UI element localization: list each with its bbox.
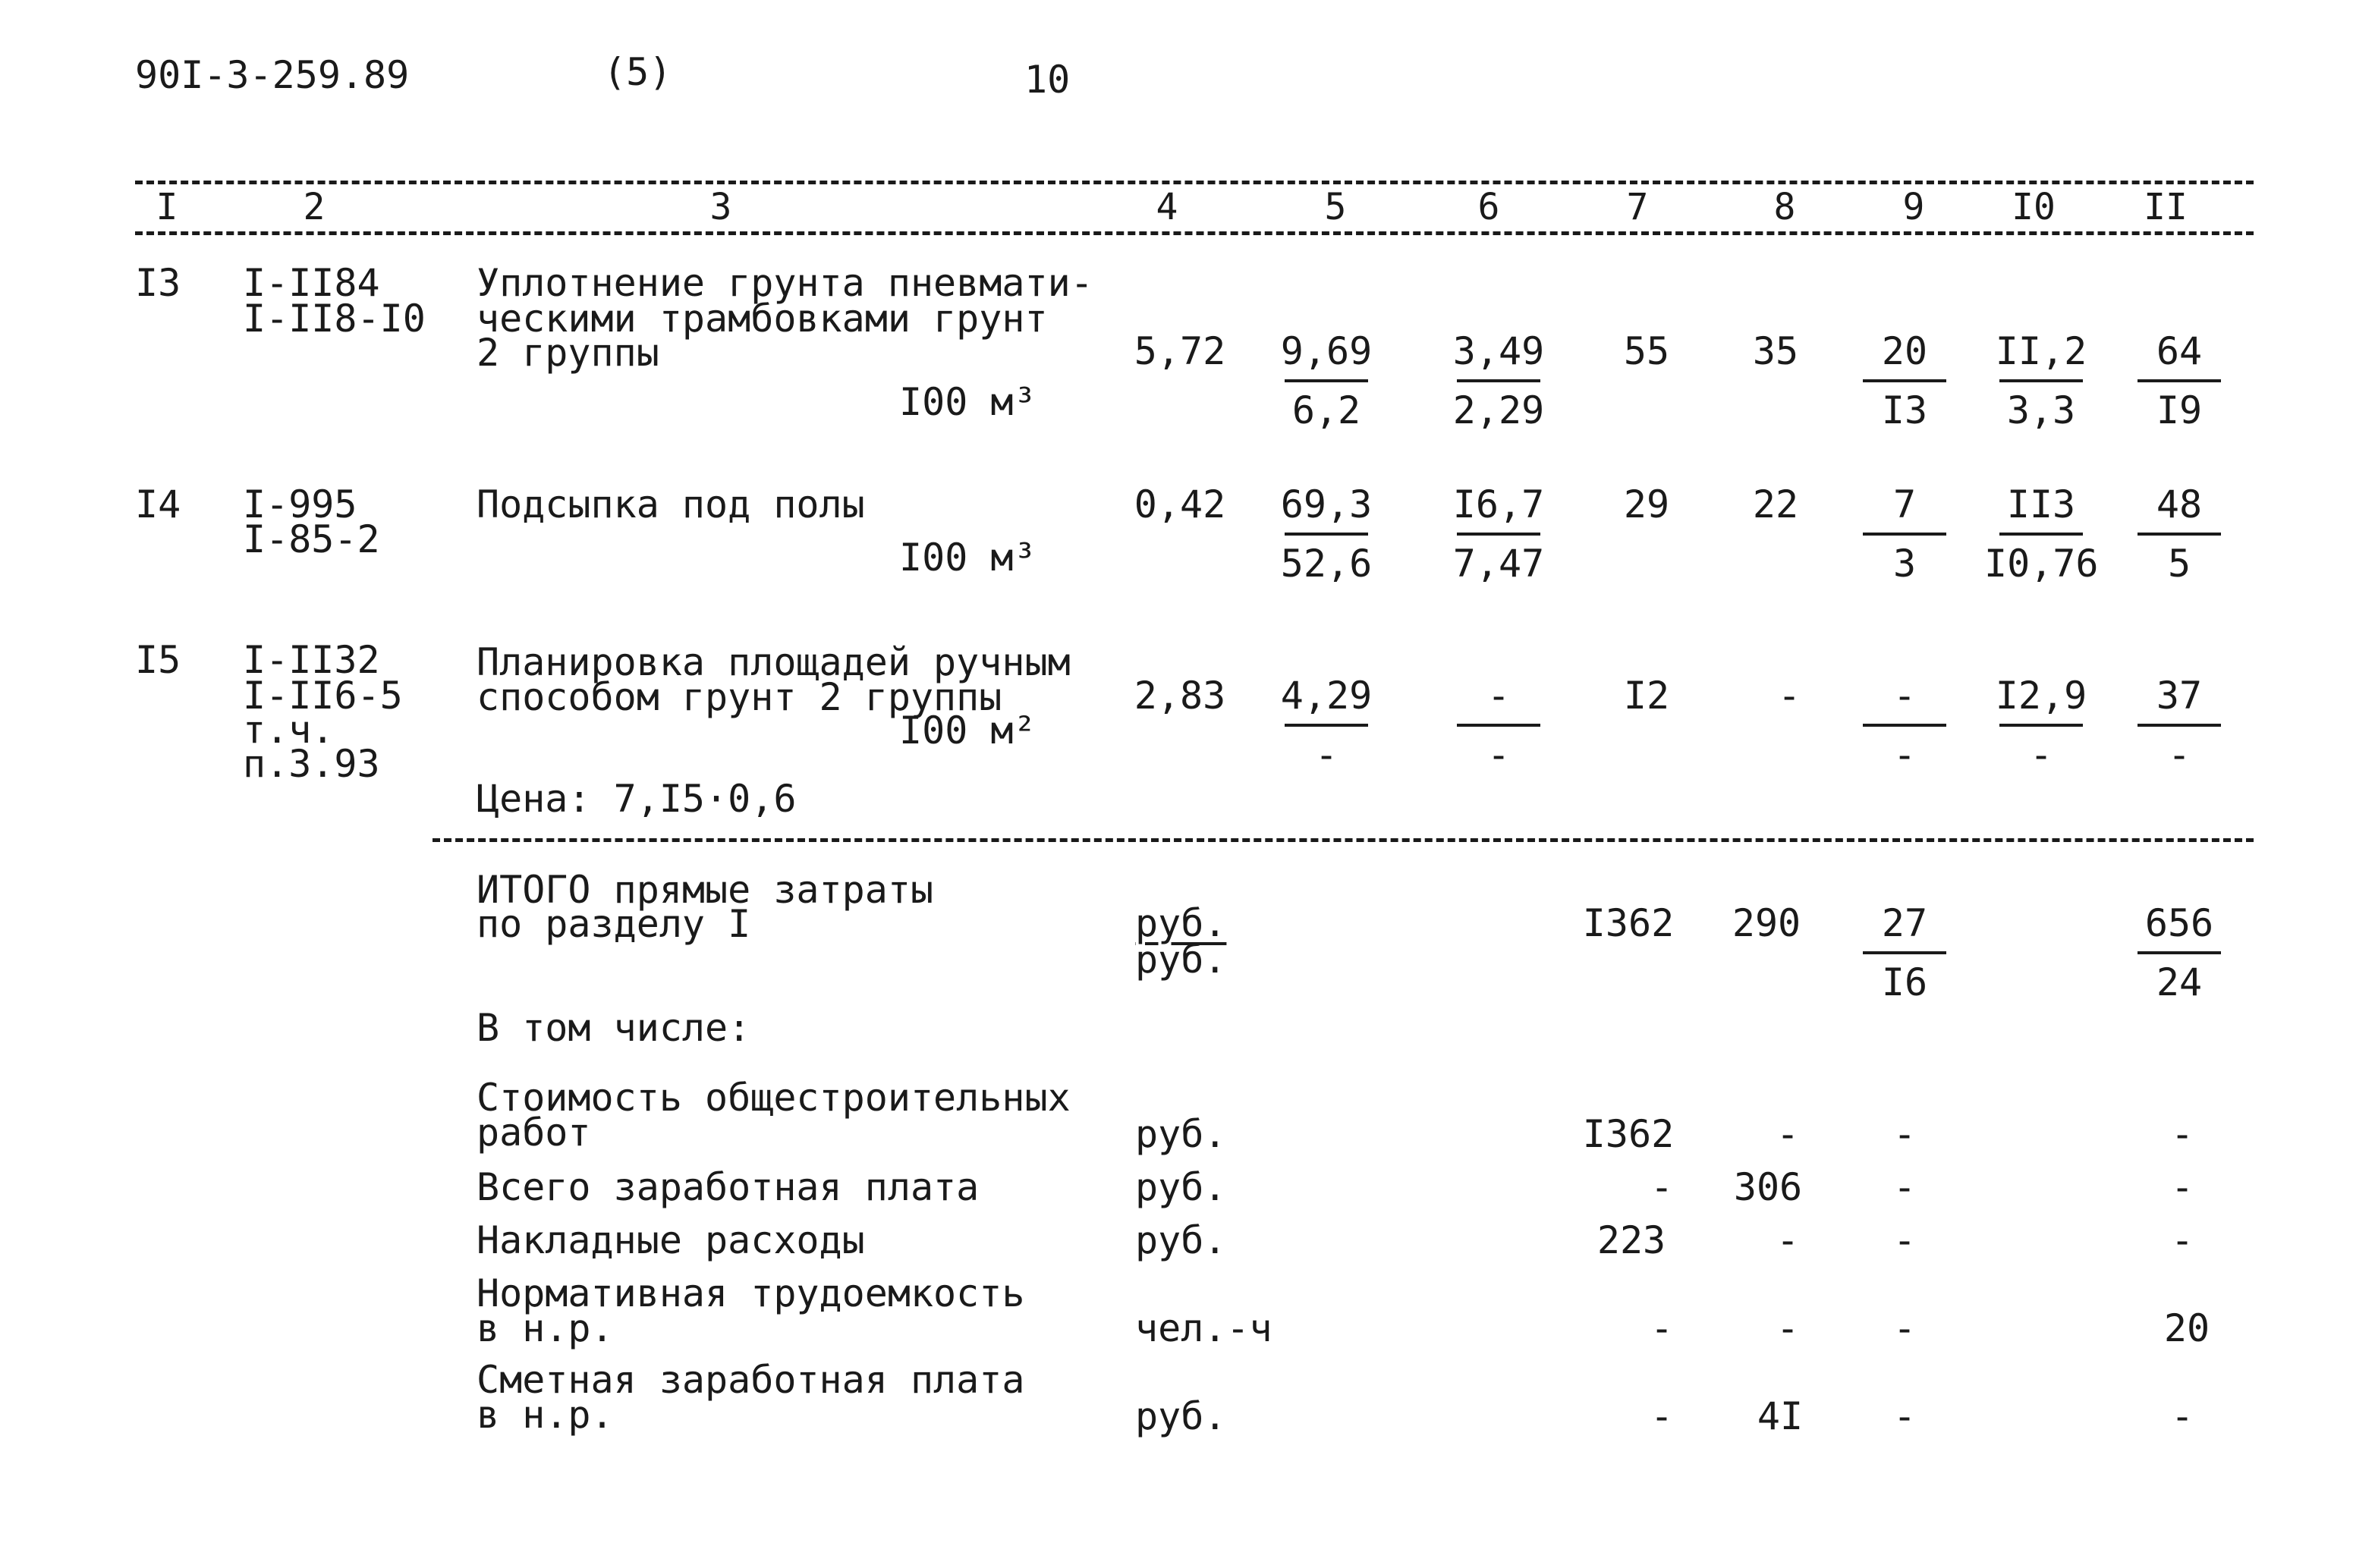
breakdown-c7: - xyxy=(1650,1394,1674,1438)
breakdown-c7: - xyxy=(1650,1165,1674,1209)
row-number: I5 xyxy=(135,638,181,682)
denominator: 24 xyxy=(2156,960,2203,1004)
numerator: II3 xyxy=(2006,482,2076,526)
numerator: 64 xyxy=(2156,329,2203,373)
breakdown-c9: - xyxy=(1892,1218,1917,1262)
column-header-2: 2 xyxy=(303,186,326,228)
work-description: Подсыпка под полы xyxy=(477,482,865,526)
denominator: 3 xyxy=(1892,542,1917,586)
breakdown-c11: - xyxy=(2170,1112,2194,1156)
numerator: I6,7 xyxy=(1452,482,1545,526)
rate-code: I-II32 xyxy=(243,638,380,682)
unit-of-measure: I00 м³ xyxy=(899,536,1037,580)
breakdown-c9: - xyxy=(1892,1306,1917,1350)
work-description: ческими трамбовками грунт xyxy=(477,297,1048,341)
totals-operation-fraction xyxy=(1848,901,1961,1004)
breakdown-c9: - xyxy=(1892,1112,1917,1156)
denominator: 5 xyxy=(2167,542,2191,586)
quantity: 5,72 xyxy=(1134,329,1226,373)
breakdown-c8: - xyxy=(1776,1218,1800,1262)
total-cost: 29 xyxy=(1623,482,1670,526)
breakdown-label: Стоимость общестроительных xyxy=(477,1076,1071,1120)
including-label: В том числе: xyxy=(477,1006,751,1050)
operation-cost-fraction xyxy=(1848,674,1961,777)
denominator: 2,29 xyxy=(1452,388,1545,432)
rate-code: I-II84 xyxy=(243,261,380,305)
numerator: 7 xyxy=(1892,482,1917,526)
machine-cost-fraction xyxy=(1442,674,1556,777)
column-header-1: I xyxy=(156,186,178,228)
denominator: 7,47 xyxy=(1452,542,1545,586)
labor-unit-fraction xyxy=(1984,329,2098,432)
totals-unit: руб. xyxy=(1135,901,1227,945)
breakdown-c7: I362 xyxy=(1582,1112,1675,1156)
price-note: Цена: 7,I5·0,6 xyxy=(477,777,797,821)
breakdown-c9: - xyxy=(1892,1165,1917,1209)
row-number: I4 xyxy=(135,482,181,526)
denominator: I6 xyxy=(1881,960,1928,1004)
column-header-4: 4 xyxy=(1156,186,1178,228)
wage-cost: 22 xyxy=(1752,482,1799,526)
rate-code: I-II8-I0 xyxy=(243,297,426,341)
wage-cost: 35 xyxy=(1752,329,1799,373)
breakdown-c8: - xyxy=(1776,1306,1800,1350)
wage-cost: - xyxy=(1777,674,1801,718)
denominator: - xyxy=(2167,733,2191,777)
unit-of-measure: I00 м² xyxy=(899,709,1037,753)
breakdown-unit: руб. xyxy=(1135,1165,1227,1209)
breakdown-c8: - xyxy=(1776,1112,1800,1156)
numerator: 656 xyxy=(2144,901,2214,945)
totals-separator xyxy=(433,838,2254,842)
column-header-7: 7 xyxy=(1626,186,1649,228)
column-header-10: I0 xyxy=(2012,186,2056,228)
breakdown-label: в н.р. xyxy=(477,1306,614,1350)
operation-cost-fraction xyxy=(1848,482,1961,586)
numerator: II,2 xyxy=(1995,329,2087,373)
labor-unit-fraction xyxy=(1984,674,2098,777)
breakdown-c11: - xyxy=(2170,1394,2194,1438)
breakdown-label: Накладные расходы xyxy=(477,1218,865,1262)
denominator: - xyxy=(1314,733,1338,777)
column-header-8: 8 xyxy=(1773,186,1796,228)
rate-code: т.ч. xyxy=(243,708,335,752)
denominator: I3 xyxy=(1881,388,1928,432)
breakdown-unit: чел.-ч xyxy=(1135,1306,1272,1350)
breakdown-label: Сметная заработная плата xyxy=(477,1358,1025,1402)
denominator: 6,2 xyxy=(1291,388,1361,432)
unit-cost-fraction xyxy=(1269,482,1383,586)
totals-unit: руб. xyxy=(1135,938,1227,982)
breakdown-label: работ xyxy=(477,1111,591,1155)
work-description: 2 группы xyxy=(477,331,659,375)
breakdown-c11: - xyxy=(2170,1218,2194,1262)
denominator: - xyxy=(1486,733,1511,777)
totals-cost: I362 xyxy=(1582,901,1675,945)
denominator: I9 xyxy=(2156,388,2203,432)
labor-total-fraction xyxy=(2122,329,2236,432)
totals-labor-fraction xyxy=(2122,901,2236,1004)
breakdown-c11: - xyxy=(2170,1165,2194,1209)
breakdown-label: в н.р. xyxy=(477,1393,614,1437)
numerator: 37 xyxy=(2156,674,2203,718)
document-code: 90I-3-259.89 xyxy=(135,53,410,97)
numerator: 20 xyxy=(1881,329,1928,373)
total-cost: I2 xyxy=(1623,674,1670,718)
page-number: 10 xyxy=(1024,58,1071,102)
denominator: 52,6 xyxy=(1280,542,1373,586)
quantity: 2,83 xyxy=(1134,674,1226,718)
rate-code: I-85-2 xyxy=(243,517,380,561)
work-description: Уплотнение грунта пневмати- xyxy=(477,261,1093,305)
denominator: I0,76 xyxy=(1984,542,2099,586)
machine-cost-fraction xyxy=(1442,482,1556,586)
numerator: 9,69 xyxy=(1280,329,1373,373)
breakdown-c8: 4I xyxy=(1757,1394,1804,1438)
numerator: - xyxy=(1892,674,1917,718)
unit-cost-fraction xyxy=(1269,329,1383,432)
unit-of-measure: I00 м³ xyxy=(899,380,1037,424)
rate-code: I-995 xyxy=(243,482,357,526)
numerator: 4,29 xyxy=(1280,674,1373,718)
numerator: 3,49 xyxy=(1452,329,1545,373)
breakdown-c7: 223 xyxy=(1596,1218,1666,1262)
labor-total-fraction xyxy=(2122,674,2236,777)
denominator: 3,3 xyxy=(2006,388,2076,432)
work-description: Планировка площадей ручным xyxy=(477,640,1071,684)
breakdown-label: Нормативная трудоемкость xyxy=(477,1271,1025,1315)
column-header-9: 9 xyxy=(1902,186,1925,228)
numerator: 48 xyxy=(2156,482,2203,526)
column-header-5: 5 xyxy=(1324,186,1347,228)
numerator: 27 xyxy=(1881,901,1928,945)
breakdown-c11: 20 xyxy=(2163,1306,2210,1350)
breakdown-unit: руб. xyxy=(1135,1112,1227,1156)
breakdown-c8: 306 xyxy=(1733,1165,1803,1209)
column-header-6: 6 xyxy=(1477,186,1500,228)
totals-label: ИТОГО прямые затраты xyxy=(477,868,934,912)
breakdown-unit: руб. xyxy=(1135,1394,1227,1438)
numerator: 69,3 xyxy=(1280,482,1373,526)
header-top-rule xyxy=(135,181,2254,184)
breakdown-c7: - xyxy=(1650,1306,1674,1350)
numerator: I2,9 xyxy=(1995,674,2087,718)
denominator: - xyxy=(2029,733,2053,777)
rate-code: I-II6-5 xyxy=(243,674,403,718)
header-bottom-rule xyxy=(135,231,2254,235)
totals-label: по разделу I xyxy=(477,902,751,946)
quantity: 0,42 xyxy=(1134,482,1226,526)
machine-cost-fraction xyxy=(1442,329,1556,432)
breakdown-unit: руб. xyxy=(1135,1218,1227,1262)
column-header-3: 3 xyxy=(709,186,732,228)
row-number: I3 xyxy=(135,261,181,305)
total-cost: 55 xyxy=(1623,329,1670,373)
rate-code: п.3.93 xyxy=(243,742,380,786)
breakdown-c9: - xyxy=(1892,1394,1917,1438)
totals-wage: 290 xyxy=(1732,901,1801,945)
denominator: - xyxy=(1892,733,1917,777)
labor-total-fraction xyxy=(2122,482,2236,586)
unit-cost-fraction xyxy=(1269,674,1383,777)
breakdown-label: Всего заработная плата xyxy=(477,1165,980,1209)
numerator: - xyxy=(1486,674,1511,718)
work-description: способом грунт 2 группы xyxy=(477,675,1002,719)
sheet-reference: (5) xyxy=(603,50,672,94)
labor-unit-fraction xyxy=(1984,482,2099,586)
operation-cost-fraction xyxy=(1848,329,1961,432)
column-header-11: II xyxy=(2144,186,2188,228)
